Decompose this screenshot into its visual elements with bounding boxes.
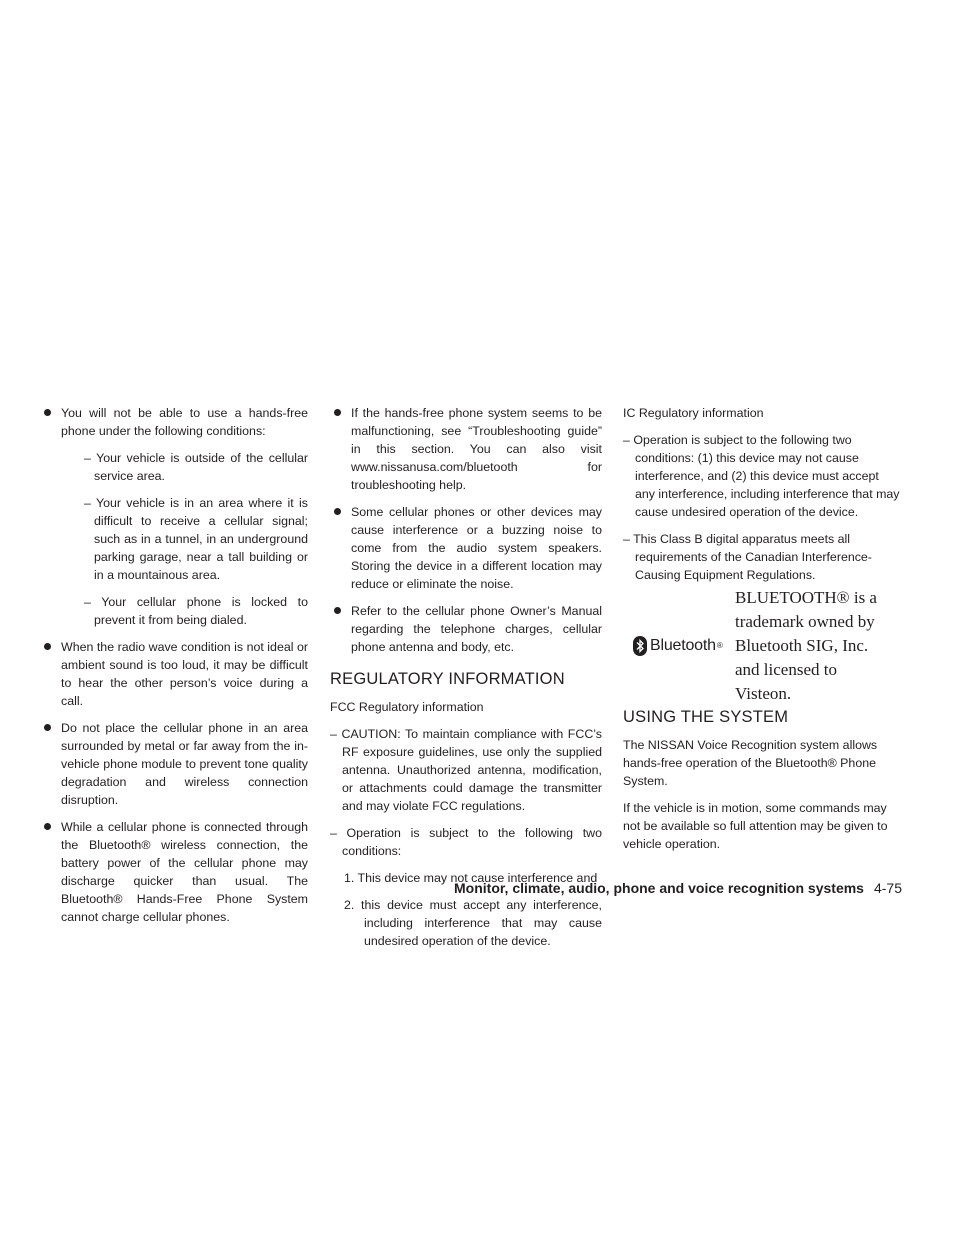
bluetooth-trademark-block — [623, 588, 900, 703]
fcc-condition-2: 2. this device must accept any interference, including interference that may cause undesired operation of the device. — [344, 898, 602, 948]
condition-phone-locked: – Your cellular phone is locked to prevent it from being dialed. — [84, 595, 308, 627]
middle-column — [330, 404, 602, 959]
voice-recognition-paragraph: The NISSAN Voice Recognition system allows hands-free operation of the Bluetooth® Phone System. — [623, 738, 878, 788]
fcc-label: FCC Regulatory information — [330, 700, 484, 714]
condition-outside-service-area: – Your vehicle is outside of the cellular service area. — [84, 451, 308, 483]
bullet-interference-noise: Some cellular phones or other devices may cause interference or a buzzing noise to come from the audio system speakers. Storing the device in a different location may reduce or eliminate the noise. — [330, 503, 602, 593]
ic-label: IC Regulatory information — [623, 406, 764, 420]
bluetooth-trademark-text: BLUETOOTH® is a trademark owned by Bluetooth SIG, Inc. and licensed to Visteon. — [735, 588, 877, 703]
bullet-phone-placement: Do not place the cellular phone in an area surrounded by metal or far away from the in-vehicle phone module to prevent tone quality degradation and wireless connection disruption. — [40, 719, 308, 809]
registered-mark: ® — [716, 641, 723, 650]
bullet-troubleshooting: If the hands-free phone system seems to be malfunctioning, see “Troubleshooting guide” in this section. You can also visit www.nissanusa.com/bluetooth for troubleshooting help. — [330, 404, 602, 494]
ic-class-b: – This Class B digital apparatus meets all requirements of the Canadian Interference-Causing Equipment Regulations. — [623, 532, 872, 582]
vehicle-motion-paragraph: If the vehicle is in motion, some commands may not be available so full attention may be given to vehicle operation. — [623, 801, 888, 851]
bullet-radio-wave: When the radio wave condition is not ideal or ambient sound is too loud, it may be difficult to hear the other person’s voice during a call. — [40, 638, 308, 710]
fcc-caution: – CAUTION: To maintain compliance with FCC’s RF exposure guidelines, use only the supplied antenna. Unauthorized antenna, modification, or attachments could damage the transmitter and may violate FCC regulations. — [330, 727, 602, 813]
footer-chapter-title: Monitor, climate, audio, phone and voice recognition systems — [454, 880, 864, 896]
fcc-conditions: – Operation is subject to the following two conditions: — [330, 826, 602, 858]
left-column — [40, 404, 308, 935]
bluetooth-wordmark: Bluetooth — [650, 637, 716, 654]
bluetooth-icon — [633, 636, 647, 656]
section-heading-using-system: USING THE SYSTEM — [623, 708, 789, 726]
page-footer — [454, 880, 902, 896]
bullet-handsfree-conditions — [40, 404, 308, 440]
page-number: 4-75 — [873, 880, 902, 896]
bluetooth-logo — [623, 636, 735, 656]
ic-conditions: – Operation is subject to the following two conditions: (1) this device may not cause interference, and (2) this device must accept any interference, including interference that may cause undesired operation of the device. — [623, 433, 900, 519]
bullet-owners-manual: Refer to the cellular phone Owner’s Manual regarding the telephone charges, cellular phone antenna and body, etc. — [330, 602, 602, 656]
bullet-text: You will not be able to use a hands-free phone under the following conditions: — [61, 406, 308, 438]
bullet-battery-power: While a cellular phone is connected through the Bluetooth® wireless connection, the battery power of the cellular phone may discharge quicker than usual. The Bluetooth® Hands-Free Phone System cannot charge cellular phones. — [40, 818, 308, 926]
condition-weak-signal: – Your vehicle is in an area where it is difficult to receive a cellular signal; such as in a tunnel, in an underground parking garage, near a tall building or in a mountainous area. — [84, 496, 308, 582]
right-column — [623, 404, 900, 862]
fcc-condition-1: 1. This device may not cause interference and — [344, 871, 598, 885]
section-heading-regulatory: REGULATORY INFORMATION — [330, 670, 565, 688]
